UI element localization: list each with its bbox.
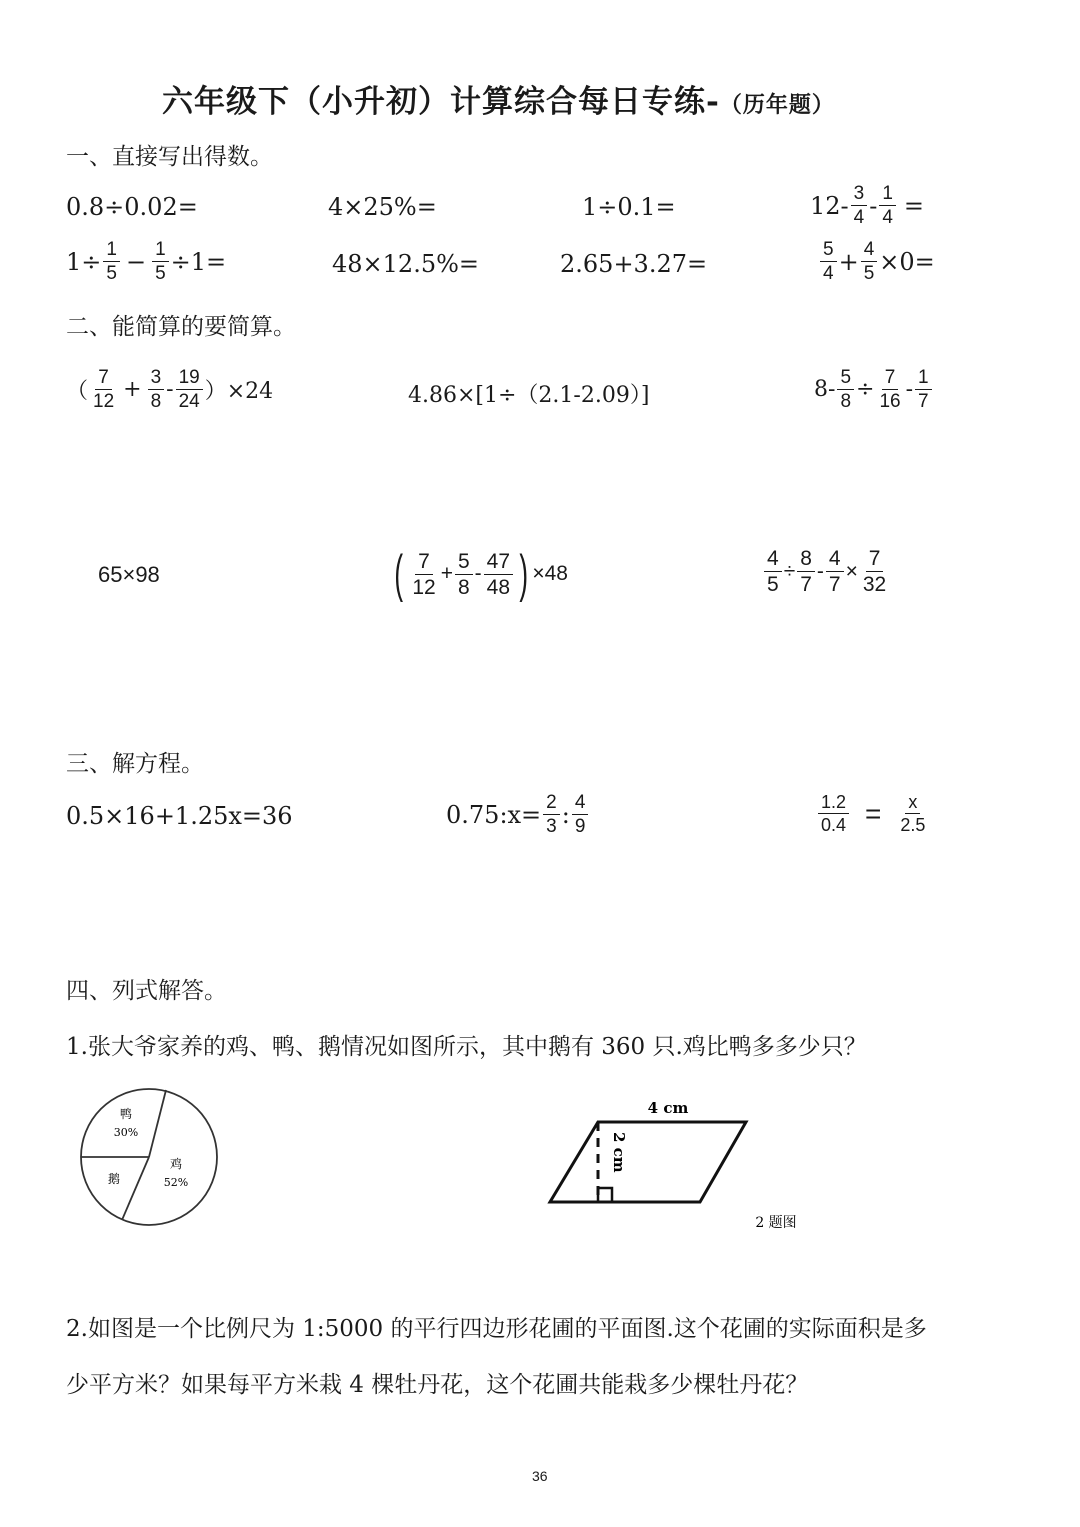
s1-q2: 4×25%= [328,193,437,221]
section-4-heading: 四、列式解答。 [66,978,227,1004]
s3-q2 [446,793,590,836]
s2-q6-op1: ÷ [783,559,796,583]
pie-label-chicken: 鸡 [169,1157,183,1171]
s2-q5-rparen: ) [519,545,528,603]
s3-q3 [816,793,930,834]
s2-q3-frac3: $\frac{1}{7}$ [915,368,932,411]
s3-q2-colon: : [561,800,570,829]
s2-q5-frac1: $\frac{7}{12}$ [412,549,436,599]
s1-q8 [818,240,935,283]
s1-q3: 1÷0.1= [582,193,676,221]
pie-label-duck-pct: 30% [113,1126,139,1139]
s2-q3-frac2: $\frac{7}{16}$ [879,367,901,412]
s1-q4-frac1: $\frac{3}{4}$ [851,184,868,227]
s1-q8-frac1: $\frac{5}{4}$ [820,240,837,283]
s1-q5 [66,240,226,283]
section-1-heading: 一、直接写出得数。 [66,144,273,170]
problem-2-line-1: 2.如图是一个比例尺为 1:5000 的平行四边形花圃的平面图.这个花圃的实际面积是多 [66,1316,927,1342]
s3-q2-frac2: $\frac{4}{9}$ [572,793,589,836]
pie-divider-top [149,1090,166,1157]
s2-q5-frac3: $\frac{47}{48}$ [484,551,513,598]
pie-divider-bottom [122,1157,149,1220]
s2-q3 [814,368,934,411]
s1-q5-frac1: $\frac{1}{5}$ [103,240,120,283]
s1-q6: 48×12.5%= [332,250,479,278]
s3-q3-eq: = [865,797,882,829]
s3-q2-a: 0.75:x= [446,800,542,829]
parallelogram-figure [540,1088,840,1238]
s2-q4: 65×98 [98,562,160,587]
s2-q3-frac1: $\frac{5}{8}$ [837,368,854,411]
s2-q1-op2: - [166,377,174,402]
title-main: 六年级下（小升初）计算综合每日专练- [162,84,720,120]
s2-q6-op2: - [816,559,824,583]
s2-q6 [762,548,891,595]
s1-q4 [810,184,924,227]
pie-chart-figure [74,1082,234,1232]
s1-q4-eq: = [903,191,925,220]
s2-q5-frac2: $\frac{5}{8}$ [455,551,473,598]
s1-q1: 0.8÷0.02= [66,193,198,221]
s1-q8-b: ×0= [879,247,935,276]
s2-q1-open: （ [66,379,89,404]
s1-q8-op: + [838,247,859,276]
s3-q1: 0.5×16+1.25x=36 [66,802,293,830]
section-3-heading: 三、解方程。 [66,751,204,777]
problem-1-text: 1.张大爷家养的鸡、鸭、鹅情况如图所示，其中鹅有 360 只.鸡比鸭多多少只？ [66,1034,867,1060]
s1-q8-frac2: $\frac{4}{5}$ [861,240,878,283]
s2-q6-frac4: $\frac{7}{32}$ [862,547,887,596]
pie-label-goose: 鹅 [107,1172,121,1186]
pie-label-duck: 鸭 [119,1107,133,1121]
parallelogram-shape [550,1122,746,1202]
s2-q1-frac1: $\frac{7}{12}$ [93,367,115,412]
s1-q4-int: 12 [810,191,841,220]
s2-q3-op1: ÷ [856,377,875,402]
s2-q2: 4.86×[1÷（2.1-2.09）] [408,383,650,408]
s1-q5-op: − [125,247,147,276]
s2-q6-frac2: $\frac{8}{7}$ [797,548,815,595]
s1-q5-frac2: $\frac{1}{5}$ [152,240,169,283]
s2-q5-op2: - [474,562,482,585]
pie-label-chicken-pct: 52% [163,1176,189,1189]
page-title [162,76,835,121]
s2-q5-lparen: ( [394,545,403,603]
title-suffix: （历年题） [719,92,835,118]
para-height-label: 2 cm [610,1132,628,1173]
s1-q4-op2: - [869,191,878,220]
s2-q6-frac3: $\frac{4}{7}$ [826,548,844,595]
s1-q4-frac2: $\frac{1}{4}$ [879,184,896,227]
s2-q1-op1: + [123,377,142,402]
s3-q2-frac1: $\frac{2}{3}$ [543,793,560,836]
section-2-heading: 二、能简算的要简算。 [66,314,296,340]
s1-q7: 2.65+3.27= [560,250,708,278]
figure-caption: 2 题图 [755,1215,797,1231]
s1-q4-op1: - [840,191,849,220]
right-angle-mark [598,1188,612,1202]
s1-q5-b: ÷1= [170,247,227,276]
s2-q1-frac2: $\frac{3}{8}$ [148,368,165,411]
s2-q1-close: ）×24 [204,379,274,404]
s2-q1 [66,368,273,411]
s2-q3-a: 8- [814,377,836,402]
problem-2-line-2: 少平方米？如果每平方米栽 4 棵牡丹花，这个花圃共能栽多少棵牡丹花？ [66,1372,809,1398]
s2-q1-frac3: $\frac{19}{24}$ [176,368,203,411]
para-base-label: 4 cm [647,1099,689,1117]
s2-q3-op2: - [905,377,914,402]
s2-q5-op1: + [440,562,453,585]
s3-q3-frac2: $\frac{x}{2.5}$ [900,792,926,835]
s3-q3-frac1: $\frac{1.2}{0.4}$ [818,793,849,834]
s2-q6-frac1: $\frac{4}{5}$ [764,548,782,595]
s1-q5-a: 1÷ [66,247,102,276]
s2-q6-op3: × [845,559,858,583]
s2-q5-b: ×48 [532,562,568,585]
page-number: 36 [532,1468,548,1484]
s2-q5 [390,545,568,603]
